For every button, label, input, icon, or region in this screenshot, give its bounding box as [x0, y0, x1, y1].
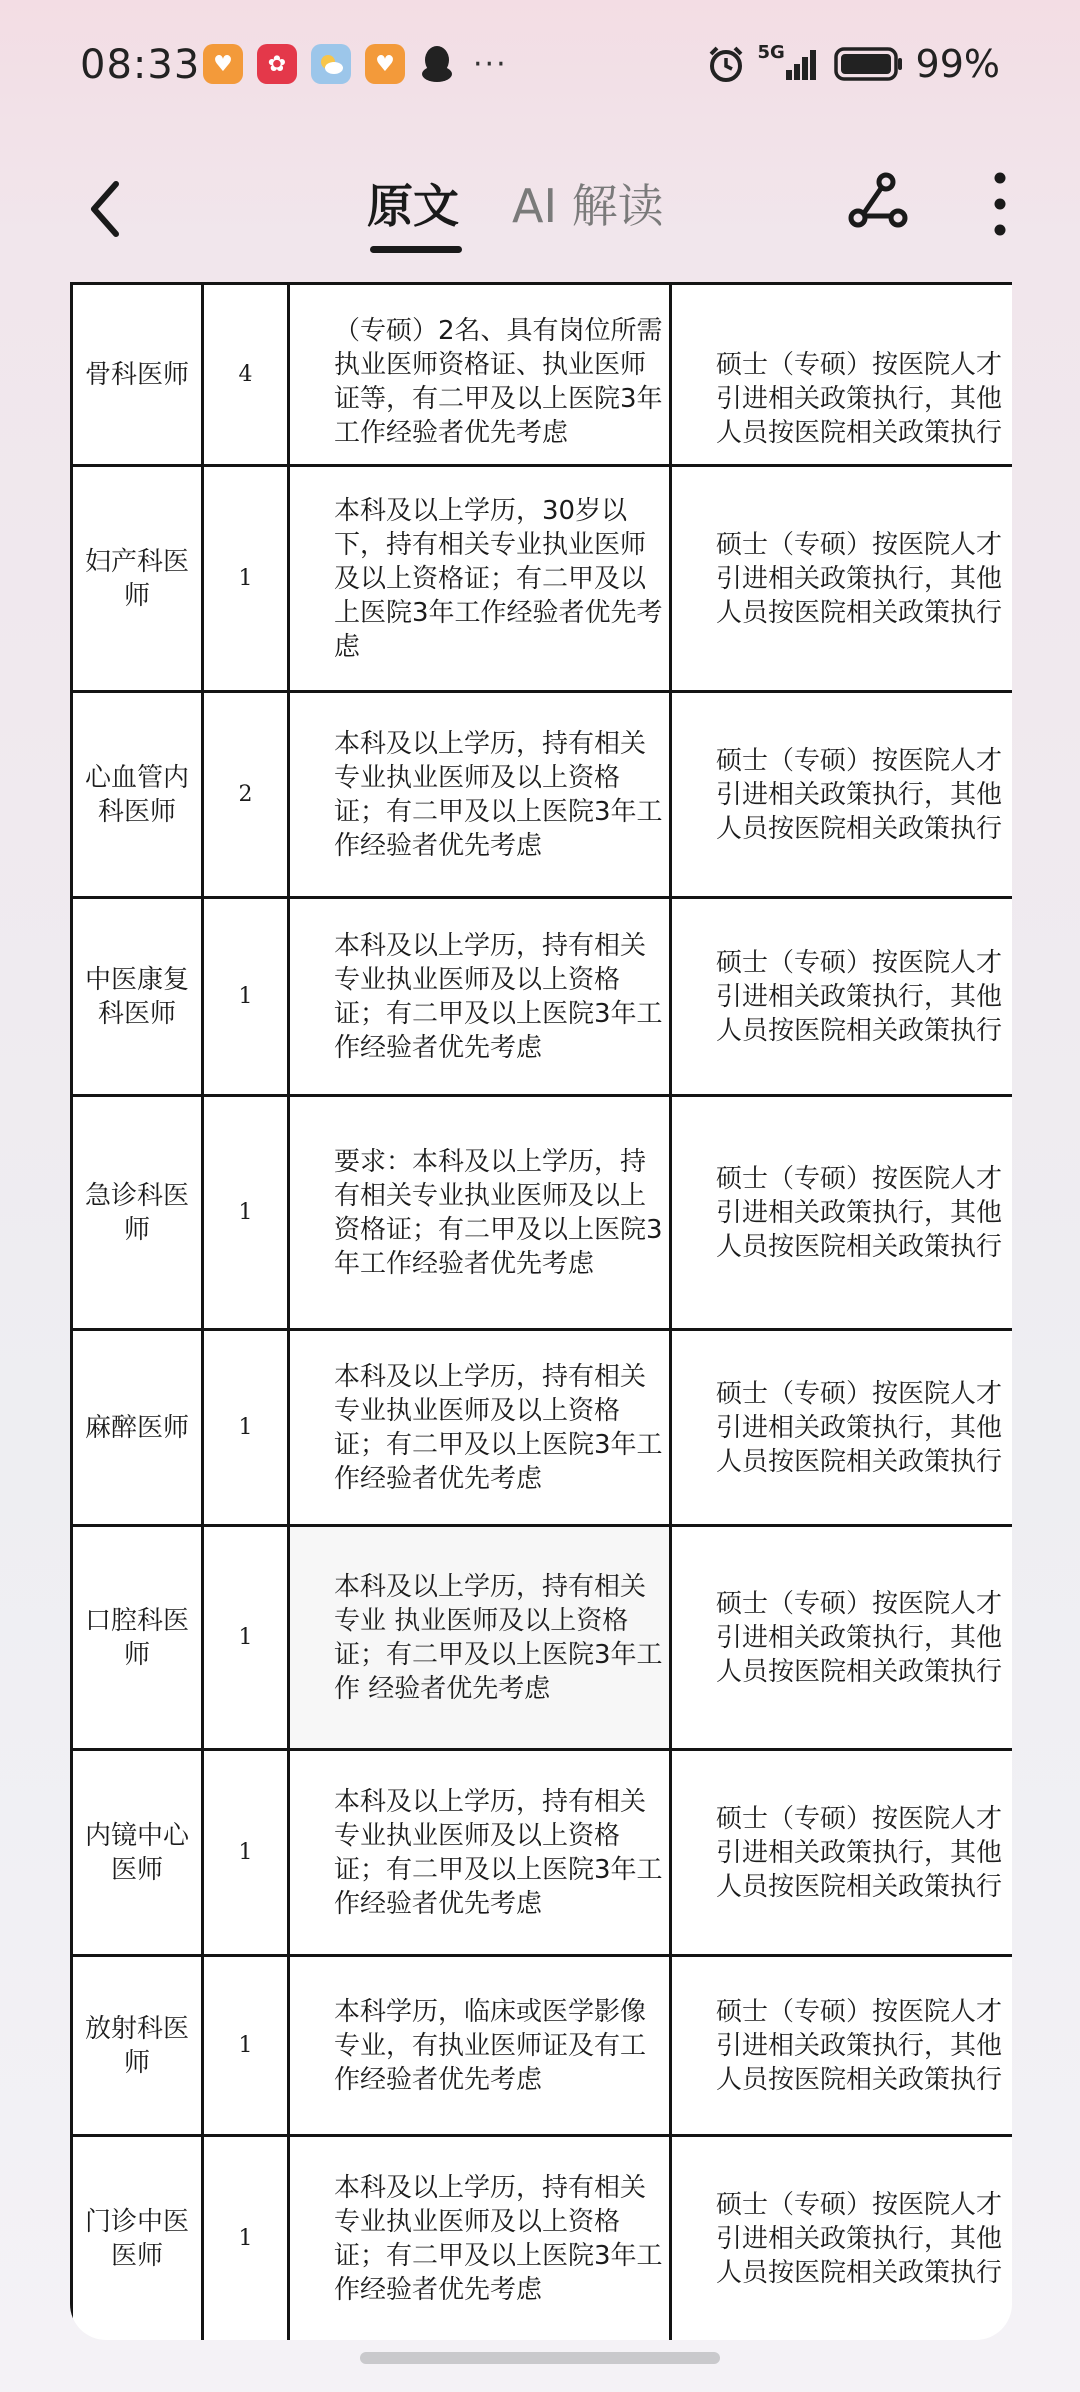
- taobao-1111-icon: ✿: [257, 44, 297, 84]
- requirement-cell: （专硕）2名、具有岗位所需执业医师资格证、执业医师证等，有二甲及以上医院3年工作经验者优先考虑: [289, 284, 671, 466]
- share-nodes-icon: [846, 170, 910, 234]
- document-viewer[interactable]: [70, 282, 1012, 2340]
- system-status: [706, 42, 1000, 86]
- count-cell: 1: [203, 466, 289, 692]
- policy-cell: 硕士（专硕）按医院人才引进相关政策执行，其他人员按医院相关政策执行: [671, 692, 1013, 898]
- table-row: [72, 692, 1013, 898]
- network-type: 5G: [757, 42, 785, 63]
- position-cell: 急诊科医师: [72, 1096, 203, 1330]
- position-cell: 放射科医师: [72, 1956, 203, 2136]
- table-row: [72, 1526, 1013, 1750]
- count-cell: 1: [203, 1750, 289, 1956]
- requirement-cell: 本科学历，临床或医学影像专业，有执业医师证及有工作经验者优先考虑: [289, 1956, 671, 2136]
- policy-cell: 硕士（专硕）按医院人才引进相关政策执行，其他人员按医院相关政策执行: [671, 1956, 1013, 2136]
- heart-app-icon: ♥: [203, 44, 243, 84]
- battery-percentage: 99%: [915, 42, 1000, 86]
- signal-5g-icon: [758, 44, 822, 84]
- position-cell: 心血管内科医师: [72, 692, 203, 898]
- position-cell: 妇产科医师: [72, 466, 203, 692]
- requirement-cell: 本科及以上学历，持有相关专业执业医师及以上资格证；有二甲及以上医院3年工作经验者优先考虑: [289, 1330, 671, 1526]
- requirement-cell: 本科及以上学历，持有相关专业执业医师及以上资格证；有二甲及以上医院3年工作经验者优先考虑: [289, 898, 671, 1096]
- position-cell: 麻醉医师: [72, 1330, 203, 1526]
- home-indicator[interactable]: [360, 2352, 720, 2364]
- requirement-cell: 本科及以上学历，持有相关专业执业医师及以上资格证；有二甲及以上医院3年工作经验者优先考虑: [289, 2136, 671, 2341]
- chevron-left-icon: [78, 174, 134, 244]
- status-bar: [0, 0, 1080, 130]
- table-row: [72, 466, 1013, 692]
- position-cell: 口腔科医师: [72, 1526, 203, 1750]
- policy-cell: 硕士（专硕）按医院人才引进相关政策执行，其他人员按医院相关政策执行: [671, 898, 1013, 1096]
- more-options-button[interactable]: [980, 164, 1020, 244]
- recruitment-table: [70, 282, 1012, 2340]
- count-cell: 1: [203, 1526, 289, 1750]
- count-cell: 1: [203, 1330, 289, 1526]
- policy-cell: 硕士（专硕）按医院人才引进相关政策执行，其他人员按医院相关政策执行: [671, 2136, 1013, 2341]
- requirement-cell: 本科及以上学历，持有相关专业执业医师及以上资格证；有二甲及以上医院3年工作经验者优先考虑: [289, 1750, 671, 1956]
- more-notifications-icon: ···: [473, 46, 508, 82]
- table-row: [72, 1330, 1013, 1526]
- table-row: [72, 284, 1013, 466]
- position-cell: 门诊中医医师: [72, 2136, 203, 2341]
- count-cell: 1: [203, 1096, 289, 1330]
- vertical-dots-icon: [980, 164, 1020, 244]
- requirement-cell: 本科及以上学历，30岁以下，持有相关专业执业医师及以上资格证；有二甲及以上医院3年工作经验者优先考虑: [289, 466, 671, 692]
- notification-icons: [203, 44, 508, 84]
- table-row: [72, 1096, 1013, 1330]
- policy-cell: 硕士（专硕）按医院人才引进相关政策执行，其他人员按医院相关政策执行: [671, 1096, 1013, 1330]
- tab-ai-interpretation[interactable]: AI 解读: [512, 179, 664, 233]
- requirement-cell: 要求：本科及以上学历，持有相关专业执业医师及以上资格证；有二甲及以上医院3年工作经验者优先考虑: [289, 1096, 671, 1330]
- policy-cell: 硕士（专硕）按医院人才引进相关政策执行，其他人员按医院相关政策执行: [671, 1750, 1013, 1956]
- battery-icon: [834, 46, 904, 82]
- table-row: [72, 898, 1013, 1096]
- policy-cell: 硕士（专硕）按医院人才引进相关政策执行，其他人员按医院相关政策执行: [671, 284, 1013, 466]
- count-cell: 1: [203, 898, 289, 1096]
- qq-penguin-icon: [419, 44, 455, 84]
- requirement-cell: 本科及以上学历，持有相关专业 执业医师及以上资格证；有二甲及以上医院3年工作 经验者优先考虑: [289, 1526, 671, 1750]
- table-row: [72, 1956, 1013, 2136]
- position-cell: 中医康复科医师: [72, 898, 203, 1096]
- position-cell: 骨科医师: [72, 284, 203, 466]
- back-button[interactable]: [78, 174, 134, 244]
- heart-app-icon: ♥: [365, 44, 405, 84]
- top-navigation: [0, 150, 1080, 270]
- count-cell: 1: [203, 2136, 289, 2341]
- table-row: [72, 1750, 1013, 1956]
- active-tab-indicator: [370, 246, 462, 253]
- policy-cell: 硕士（专硕）按医院人才引进相关政策执行，其他人员按医院相关政策执行: [671, 466, 1013, 692]
- weather-icon: [311, 44, 351, 84]
- policy-cell: 硕士（专硕）按医院人才引进相关政策执行，其他人员按医院相关政策执行: [671, 1330, 1013, 1526]
- count-cell: 2: [203, 692, 289, 898]
- policy-cell: 硕士（专硕）按医院人才引进相关政策执行，其他人员按医院相关政策执行: [671, 1526, 1013, 1750]
- share-button[interactable]: [846, 170, 910, 234]
- tab-original[interactable]: 原文: [367, 179, 459, 233]
- alarm-icon: [706, 44, 746, 84]
- count-cell: 1: [203, 1956, 289, 2136]
- table-row: [72, 2136, 1013, 2341]
- clock: 08:33: [80, 42, 201, 88]
- requirement-cell: 本科及以上学历，持有相关专业执业医师及以上资格证；有二甲及以上医院3年工作经验者优先考虑: [289, 692, 671, 898]
- count-cell: 4: [203, 284, 289, 466]
- position-cell: 内镜中心医师: [72, 1750, 203, 1956]
